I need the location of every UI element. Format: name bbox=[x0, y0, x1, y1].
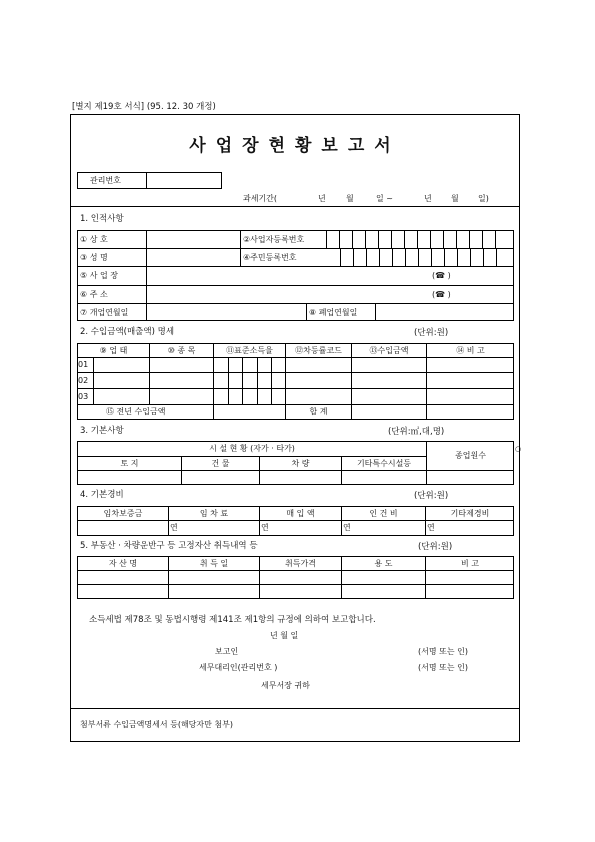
facility-status-header: 시 설 현 황 (자가 · 타가) bbox=[209, 444, 295, 453]
biz-reg-no-label: ②사업자등록번호 bbox=[243, 235, 305, 244]
close-date-field[interactable] bbox=[377, 304, 513, 320]
section-4-unit: (단위:원) bbox=[414, 491, 449, 501]
total-label: 합 계 bbox=[309, 407, 328, 416]
col-standard-income-rate: ⑪표준소득율 bbox=[226, 346, 273, 355]
col-land: 토 지 bbox=[120, 459, 139, 468]
period-start-day: 일 ~ bbox=[376, 194, 393, 203]
year-mark-other: 연 bbox=[427, 523, 435, 532]
attachment-note: 첨부서류 수입금액명세서 등(해당자만 첨부) bbox=[80, 720, 233, 729]
form-number: [별지 제19호 서식] (95. 12. 30 개정) bbox=[72, 102, 216, 112]
side-circle-mark: ○ bbox=[515, 445, 522, 453]
name-label: ③ 성 명 bbox=[80, 253, 108, 262]
section-3-unit: (단위:㎡,대,명) bbox=[388, 427, 445, 437]
col-revenue-amount: ⑬수입금액 bbox=[369, 346, 409, 355]
col-asset-remarks: 비 고 bbox=[461, 559, 479, 568]
period-start-month: 월 bbox=[346, 194, 354, 203]
open-date-field[interactable] bbox=[148, 304, 304, 320]
management-number-field[interactable] bbox=[146, 173, 221, 188]
period-end-day: 일) bbox=[478, 194, 489, 203]
workplace-field[interactable] bbox=[148, 267, 428, 284]
col-labor-cost: 인 건 비 bbox=[369, 509, 398, 518]
section-5-unit: (단위:원) bbox=[418, 542, 453, 552]
tax-agent-label: 세무대리인(관리번호 ) bbox=[199, 663, 278, 672]
agent-signature: (서명 또는 인) bbox=[418, 663, 468, 672]
col-remarks: ⑭ 비 고 bbox=[456, 346, 485, 355]
address-label: ⑥ 주 소 bbox=[80, 290, 108, 299]
col-differential-rate-code: ⑫차등률코드 bbox=[295, 346, 342, 355]
col-acquisition-date: 취 득 일 bbox=[199, 559, 229, 568]
address-field[interactable] bbox=[148, 286, 428, 302]
col-other-expenses: 기타제경비 bbox=[450, 509, 490, 518]
section-5-heading: 5. 부동산 · 차량운반구 등 고정자산 취득내역 등 bbox=[80, 541, 258, 551]
biz-reg-no-field[interactable] bbox=[328, 231, 513, 247]
open-date-label: ⑦ 개업연월일 bbox=[80, 308, 129, 317]
recipient: 세무서장 귀하 bbox=[261, 681, 310, 690]
close-date-label: ⑧ 폐업연월일 bbox=[309, 308, 358, 317]
legal-statement: 소득세법 제78조 및 동법시행령 제141조 제1항의 규정에 의하여 보고합니다. bbox=[89, 615, 376, 625]
col-usage: 용 도 bbox=[374, 559, 393, 568]
report-date: 년 월 일 bbox=[270, 631, 299, 640]
section-2-heading: 2. 수입금액(매출액) 명세 bbox=[80, 327, 175, 337]
period-end-month: 월 bbox=[451, 194, 459, 203]
col-vehicle: 차 량 bbox=[291, 459, 310, 468]
section-1-heading: 1. 인적사항 bbox=[80, 214, 124, 224]
period-end-year: 년 bbox=[424, 194, 432, 203]
trade-name-label: ① 상 호 bbox=[80, 235, 108, 244]
period-start-year: 년 bbox=[318, 194, 326, 203]
reporter-signature: (서명 또는 인) bbox=[418, 647, 468, 656]
year-mark-rent: 연 bbox=[170, 523, 178, 532]
col-acquisition-price: 취득가격 bbox=[285, 559, 316, 568]
address-phone: (☎ ) bbox=[432, 290, 451, 299]
management-number-label: 관리번호 bbox=[90, 176, 121, 185]
row-number-01: 01 bbox=[78, 360, 89, 369]
tax-period-label: 과세기간( bbox=[243, 194, 278, 203]
col-asset-name: 자 산 명 bbox=[108, 559, 138, 568]
trade-name-field[interactable] bbox=[148, 231, 238, 247]
section-2-unit: (단위:원) bbox=[414, 328, 449, 338]
resident-no-label: ④주민등록번호 bbox=[243, 253, 297, 262]
reporter-label: 보고인 bbox=[215, 647, 239, 656]
col-lease-deposit: 임차보증금 bbox=[103, 509, 143, 518]
resident-no-field[interactable] bbox=[342, 249, 513, 265]
section-4-heading: 4. 기본경비 bbox=[80, 490, 124, 500]
prev-year-revenue-label: ⑮ 전년 수입금액 bbox=[106, 407, 166, 416]
workplace-phone: (☎ ) bbox=[432, 271, 451, 280]
col-business-item: ⑩ 종 목 bbox=[167, 346, 196, 355]
col-business-type: ⑨ 업 태 bbox=[99, 346, 128, 355]
row-number-02: 02 bbox=[78, 376, 89, 385]
row-number-03: 03 bbox=[78, 392, 89, 401]
section-3-heading: 3. 기본사항 bbox=[80, 426, 124, 436]
name-field[interactable] bbox=[148, 249, 238, 265]
workplace-label: ⑤ 사 업 장 bbox=[80, 271, 118, 280]
year-mark-labor: 연 bbox=[343, 523, 351, 532]
col-special-facilities: 기타특수시설등 bbox=[356, 459, 412, 468]
year-mark-purchase: 연 bbox=[261, 523, 269, 532]
col-building: 건 물 bbox=[211, 459, 230, 468]
col-purchase: 매 입 액 bbox=[286, 509, 315, 518]
col-employees: 종업원수 bbox=[455, 451, 486, 460]
col-rent: 임 차 료 bbox=[199, 509, 229, 518]
page-title: 사업장현황보고서 bbox=[189, 136, 401, 156]
